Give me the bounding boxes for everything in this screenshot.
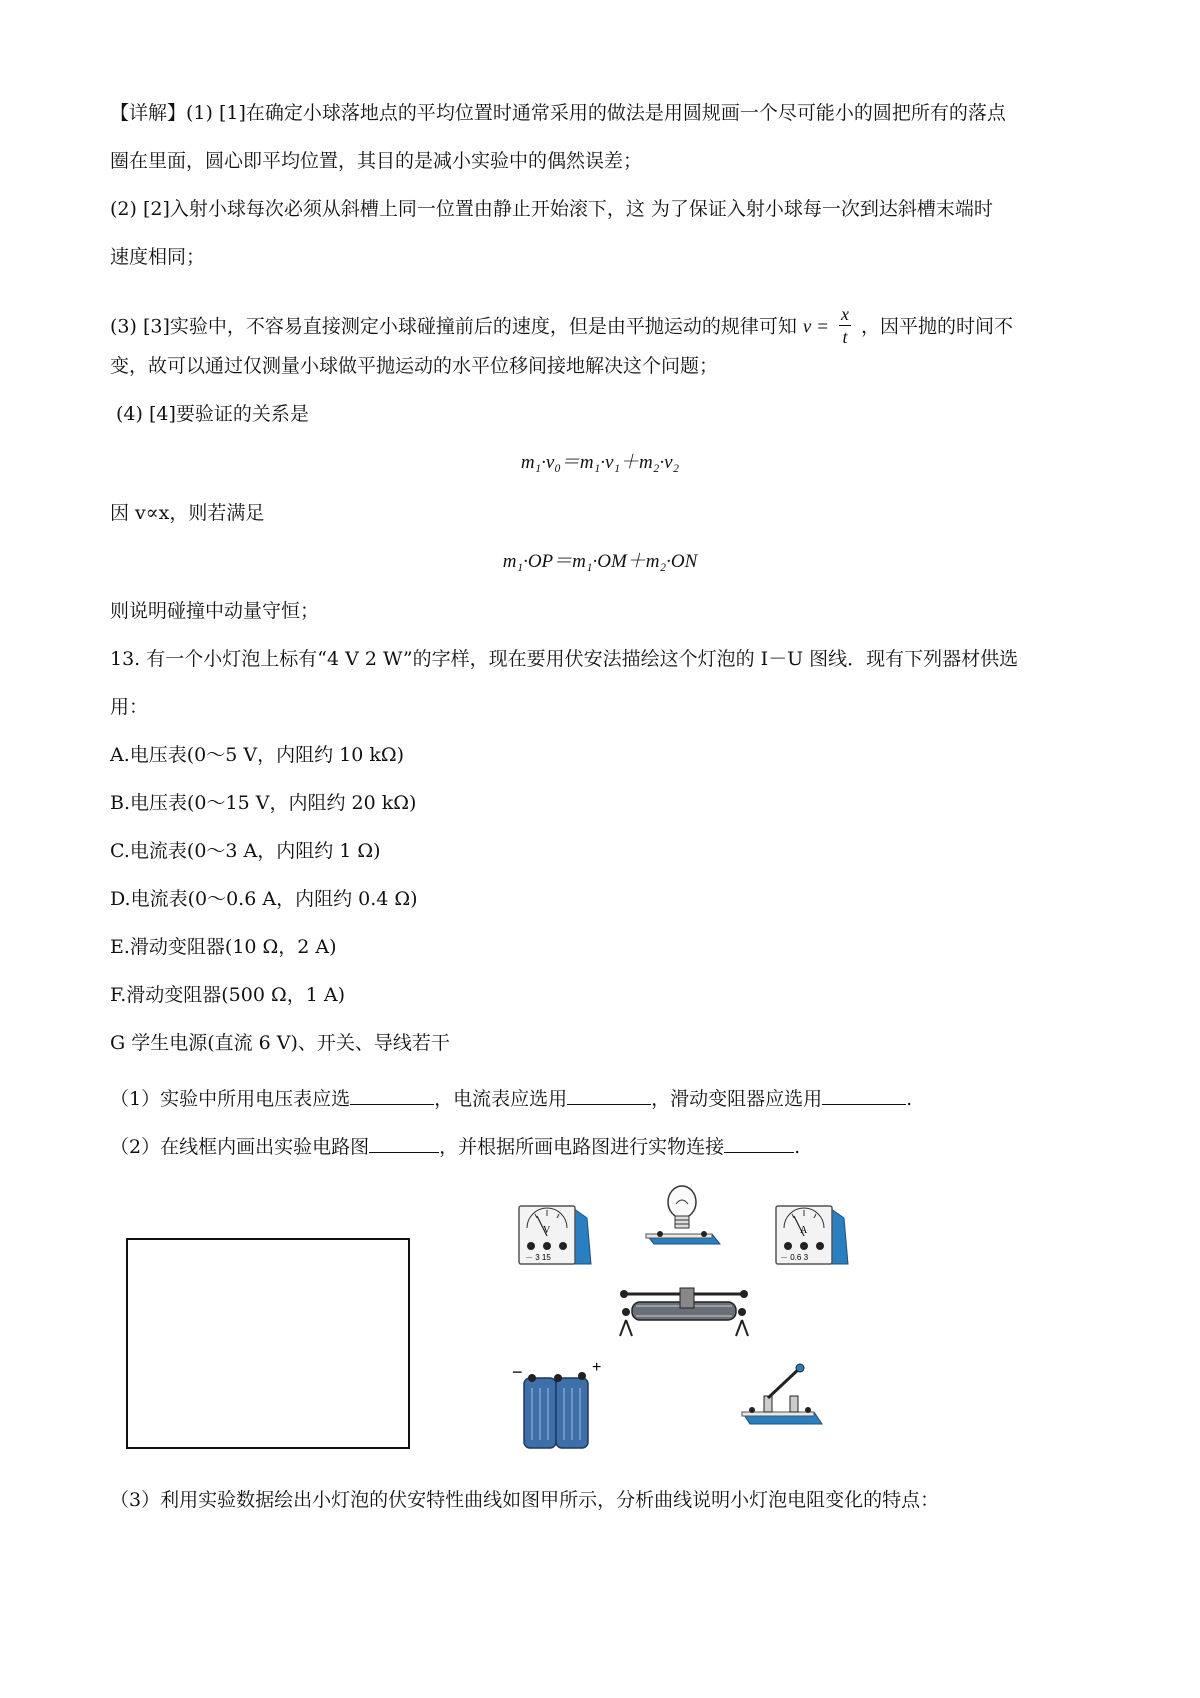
switch-icon (738, 1362, 828, 1434)
equation-momentum: m₁·v₀＝m₁·v₁＋m₂·v₂ (520, 452, 680, 473)
analysis-text-cont: ，因平抛的时间不 (861, 315, 1014, 338)
option-b: B.电压表(0～15 V，内阻约 20 kΩ) (110, 792, 417, 814)
analysis-line-6: 变，故可以通过仅测量小球做平抛运动的水平位移间接地解决这个问题； (110, 355, 719, 377)
velocity-formula: v = (802, 316, 829, 338)
fraction-denominator: t (842, 327, 848, 347)
answer-blank-voltmeter[interactable] (350, 1086, 434, 1105)
subquestion-2 (110, 1134, 800, 1160)
option-c: C.电流表(0～3 A，内阻约 1 Ω) (110, 840, 381, 862)
question-stem-2: 用： (110, 696, 149, 718)
option-a: A.电压表(0～5 V，内阻约 10 kΩ) (110, 744, 405, 766)
question-stem-1: 13. 有一个小灯泡上标有“4 V 2 W”的字样，现在要用伏安法描绘这个灯泡的 I－U 图线．现有下列器材供选 (110, 648, 1019, 670)
battery-minus: − (512, 1362, 523, 1382)
voltmeter-icon (515, 1200, 595, 1274)
subquestion-1-text: （1）实验中所用电压表应选 (110, 1088, 351, 1110)
ammeter-scale: － 0.6 3 (780, 1253, 809, 1262)
analysis-line-7: (4) [4]要验证的关系是 (116, 403, 309, 425)
battery-icon (510, 1358, 606, 1454)
subquestion-2-text: （2）在线框内画出实验电路图 (110, 1136, 370, 1158)
answer-blank-rheostat[interactable] (822, 1086, 906, 1105)
subquestion-2-end: . (794, 1136, 801, 1158)
circuit-drawing-frame[interactable] (126, 1238, 410, 1449)
ammeter-icon (772, 1200, 852, 1274)
option-g: G 学生电源(直流 6 V)、开关、导线若干 (110, 1032, 450, 1054)
velocity-fraction (839, 303, 851, 348)
subquestion-2-text-2: ，并根据所画电路图进行实物连接 (439, 1136, 725, 1158)
analysis-line-4: 速度相同； (110, 246, 206, 268)
equation-distance: m₁·OP＝m₁·OM＋m₂·ON (502, 551, 698, 572)
answer-blank-connection[interactable] (724, 1134, 794, 1153)
analysis-line-8: 因 v∝x，则若满足 (110, 502, 265, 524)
analysis-line-9: 则说明碰撞中动量守恒； (110, 600, 320, 622)
option-e: E.滑动变阻器(10 Ω，2 A) (110, 936, 337, 958)
subquestion-1 (110, 1086, 912, 1112)
fraction-numerator: x (840, 304, 849, 324)
analysis-line-5 (110, 305, 1013, 350)
analysis-text: (3) [3]实验中，不容易直接测定小球碰撞前后的速度，但是由平抛运动的规律可知 (110, 315, 797, 338)
option-f: F.滑动变阻器(500 Ω，1 A) (110, 984, 345, 1006)
rheostat-icon (614, 1282, 754, 1340)
subquestion-1-text-2: ，电流表应选用 (434, 1088, 568, 1110)
answer-blank-circuit[interactable] (369, 1134, 439, 1153)
answer-blank-ammeter[interactable] (567, 1086, 651, 1105)
voltmeter-letter: V (543, 1225, 551, 1236)
analysis-line-2: 圈在里面，圆心即平均位置，其目的是减小实验中的偶然误差； (110, 150, 643, 172)
battery-plus: + (592, 1359, 602, 1376)
voltmeter-scale: － 3 15 (525, 1253, 551, 1262)
subquestion-3: （3）利用实验数据绘出小灯泡的伏安特性曲线如图甲所示，分析曲线说明小灯泡电阻变化的特点： (110, 1489, 940, 1511)
analysis-line-3: (2) [2]入射小球每次必须从斜槽上同一位置由静止开始滚下，这 为了保证入射小球每一次到达斜槽末端时 (110, 198, 993, 220)
ammeter-letter: A (800, 1225, 808, 1236)
option-d: D.电流表(0～0.6 A，内阻约 0.4 Ω) (110, 888, 418, 910)
analysis-line-1: 【详解】(1) [1]在确定小球落地点的平均位置时通常采用的做法是用圆规画一个尽可能小的圆把所有的落点 (110, 102, 1006, 124)
subquestion-1-text-3: ，滑动变阻器应选用 (651, 1088, 823, 1110)
subquestion-1-end: . (906, 1088, 913, 1110)
lamp-icon (640, 1182, 724, 1254)
